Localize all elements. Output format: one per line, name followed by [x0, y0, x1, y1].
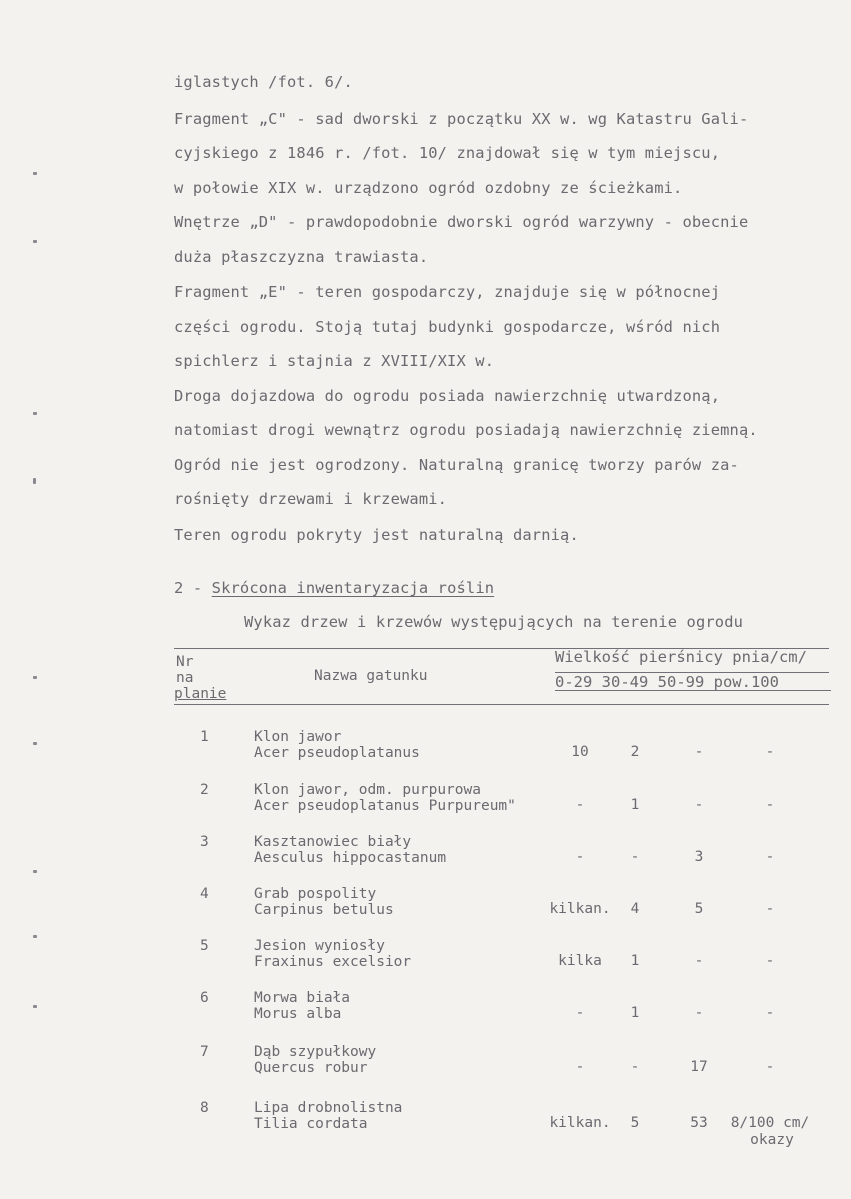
size-value-c4: - — [765, 1005, 775, 1021]
species-name-lat: Aesculus hippocastanum — [254, 850, 447, 866]
header-nr-line2: na — [176, 670, 194, 686]
size-value-c2: - — [630, 849, 640, 865]
table-header-bottom-rule — [174, 704, 829, 705]
section-number: 2 - — [174, 579, 203, 597]
size-value-c2: 5 — [630, 1115, 640, 1131]
size-value-c3: - — [694, 744, 704, 760]
text-line: w połowie XIX w. urządzono ogród ozdobny ze ścieżkami. — [174, 179, 683, 197]
size-value-c1: kilkan. — [549, 901, 611, 917]
size-value-c3: - — [694, 1005, 704, 1021]
size-value-c4-note: okazy — [750, 1132, 794, 1148]
size-value-c2: - — [630, 1059, 640, 1075]
margin-mark — [33, 676, 37, 679]
species-name-lat: Tilia cordata — [254, 1116, 368, 1132]
text-line: cyjskiego z 1846 r. /fot. 10/ znajdował się w tym miejscu, — [174, 144, 721, 162]
size-value-c3: - — [694, 797, 704, 813]
text-line: Droga dojazdowa do ogrodu posiada nawierzchnię utwardzoną, — [174, 387, 721, 405]
text-line: części ogrodu. Stoją tutaj budynki gospodarcze, wśród nich — [174, 318, 721, 336]
size-value-c2: 2 — [630, 744, 640, 760]
header-name: Nazwa gatunku — [314, 668, 428, 684]
size-value-c1: kilka — [558, 953, 602, 969]
text-line: Wnętrze „D" - prawdopodobnie dworski ogród warzywny - obecnie — [174, 213, 749, 231]
size-value-c3: 3 — [694, 849, 704, 865]
row-number: 7 — [200, 1044, 209, 1060]
species-name-lat: Morus alba — [254, 1006, 342, 1022]
text-line: Fragment „E" - teren gospodarczy, znajduje się w północnej — [174, 283, 721, 301]
section-title: Skrócona inwentaryzacja roślin — [211, 579, 495, 597]
size-value-c1: kilkan. — [549, 1115, 611, 1131]
text-line: Teren ogrodu pokryty jest naturalną darnią. — [174, 526, 579, 544]
header-nr-line1: Nr — [176, 654, 194, 670]
row-number: 2 — [200, 782, 209, 798]
size-value-c4: - — [765, 797, 775, 813]
size-value-c2: 1 — [630, 797, 640, 813]
size-value-c1: - — [575, 1005, 585, 1021]
size-value-c1: - — [575, 849, 585, 865]
header-nr-line3: planie — [174, 686, 227, 702]
size-value-c2: 1 — [630, 953, 640, 969]
species-name-lat: Acer pseudoplatanus — [254, 745, 420, 761]
size-value-c4: - — [765, 1059, 775, 1075]
text-line: rośnięty drzewami i krzewami. — [174, 490, 448, 508]
row-number: 1 — [200, 729, 209, 745]
margin-mark — [33, 1005, 37, 1008]
size-value-c2: 1 — [630, 1005, 640, 1021]
row-number: 8 — [200, 1100, 209, 1116]
size-value-c4: 8/100 cm/ — [730, 1115, 810, 1131]
species-name-pl: Jesion wyniosły — [254, 938, 385, 954]
size-value-c4: - — [765, 849, 775, 865]
margin-mark — [33, 742, 37, 745]
row-number: 4 — [200, 886, 209, 902]
text-line: Fragment „C" - sad dworski z początku XX w. wg Katastru Gali- — [174, 110, 749, 128]
size-value-c2: 4 — [630, 901, 640, 917]
text-line: Ogród nie jest ogrodzony. Naturalną granicę tworzy parów za- — [174, 456, 739, 474]
text-line: duża płaszczyzna trawiasta. — [174, 248, 429, 266]
species-name-lat: Carpinus betulus — [254, 902, 394, 918]
species-name-pl: Klon jawor, odm. purpurowa — [254, 782, 481, 798]
species-name-lat: Fraxinus excelsior — [254, 954, 412, 970]
size-value-c4: - — [765, 901, 775, 917]
margin-mark — [33, 240, 37, 243]
row-number: 5 — [200, 938, 209, 954]
row-number: 3 — [200, 834, 209, 850]
margin-mark — [33, 172, 37, 175]
size-value-c4: - — [765, 744, 775, 760]
margin-mark — [33, 870, 37, 873]
species-name-pl: Kasztanowiec biały — [254, 834, 412, 850]
size-value-c1: - — [575, 1059, 585, 1075]
species-name-pl: Klon jawor — [254, 729, 342, 745]
header-size-cols: 0-29 30-49 50-99 pow.100 — [555, 673, 779, 691]
text-line: natomiast drogi wewnątrz ogrodu posiadają nawierzchnię ziemną. — [174, 421, 758, 439]
size-value-c1: 10 — [571, 744, 589, 760]
text-line: spichlerz i stajnia z XVIII/XIX w. — [174, 352, 495, 370]
margin-mark — [33, 412, 37, 415]
size-value-c3: 17 — [690, 1059, 708, 1075]
species-name-lat: Quercus robur — [254, 1060, 368, 1076]
species-name-pl: Grab pospolity — [254, 886, 377, 902]
header-size-group: Wielkość pierśnicy pnia/cm/ — [555, 648, 807, 666]
species-name-pl: Morwa biała — [254, 990, 351, 1006]
size-value-c3: 53 — [690, 1115, 708, 1131]
margin-mark — [33, 935, 37, 938]
row-number: 6 — [200, 990, 209, 1006]
margin-mark — [33, 478, 36, 484]
section-heading — [174, 578, 494, 598]
species-name-pl: Dąb szypułkowy — [254, 1044, 377, 1060]
size-value-c1: - — [575, 797, 585, 813]
species-name-pl: Lipa drobnolistna — [254, 1100, 403, 1116]
text-line: iglastych /fot. 6/. — [174, 73, 353, 91]
size-value-c3: - — [694, 953, 704, 969]
size-value-c3: 5 — [694, 901, 704, 917]
section-subtitle: Wykaz drzew i krzewów występujących na terenie ogrodu — [244, 613, 744, 631]
size-value-c4: - — [765, 953, 775, 969]
species-name-lat: Acer pseudoplatanus Purpureum" — [254, 798, 516, 814]
